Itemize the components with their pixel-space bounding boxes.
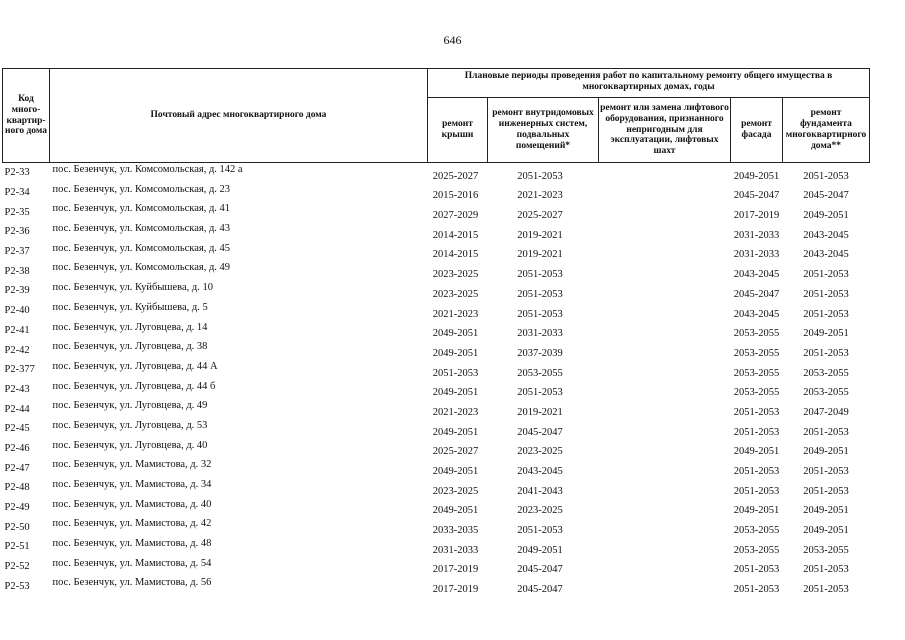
cell-roof: 2031-2033 xyxy=(432,544,479,556)
cell-roof: 2015-2016 xyxy=(432,190,479,202)
cell-foundation: 2051-2053 xyxy=(803,584,849,596)
cell-address: пос. Безенчук, ул. Мамистова, д. 42 xyxy=(52,518,212,530)
cell-engineering: 2045-2047 xyxy=(517,426,563,438)
cell-engineering: 2051-2053 xyxy=(517,308,563,320)
header-roof: ремонт крыши xyxy=(428,98,488,163)
table-row xyxy=(3,222,870,242)
header-foundation: ремонт фундамента многоквартирного дома** xyxy=(783,98,870,163)
cell-address: пос. Безенчук, ул. Луговцева, д. 44 А xyxy=(52,360,218,372)
table-row xyxy=(3,321,870,341)
cell-address: пос. Безенчук, ул. Комсомольская, д. 45 xyxy=(52,242,231,254)
cell-facade: 2031-2033 xyxy=(733,229,780,241)
cell-engineering: 2021-2023 xyxy=(517,190,563,202)
cell-code: Р2-34 xyxy=(4,187,30,199)
cell-address: пос. Безенчук, ул. Луговцева, д. 40 xyxy=(52,439,208,451)
cell-engineering: 2023-2025 xyxy=(517,505,563,517)
cell-address: пос. Безенчук, ул. Луговцева, д. 53 xyxy=(52,419,208,431)
cell-engineering: 2023-2025 xyxy=(517,446,563,458)
cell-roof: 2023-2025 xyxy=(432,485,479,497)
cell-foundation: 2051-2053 xyxy=(803,485,849,497)
cell-address: пос. Безенчук, ул. Мамистова, д. 34 xyxy=(52,479,212,490)
cell-code: Р2-33 xyxy=(3,163,50,183)
table-row xyxy=(3,360,870,380)
cell-lift xyxy=(599,537,731,557)
cell-roof: 2021-2023 xyxy=(432,406,479,418)
table-row xyxy=(3,340,870,360)
cell-engineering: 2025-2027 xyxy=(517,210,563,222)
table-row xyxy=(3,202,870,222)
cell-engineering: 2051-2053 xyxy=(517,387,563,399)
cell-facade: 2051-2053 xyxy=(733,564,780,576)
table-row xyxy=(3,478,870,498)
table-row xyxy=(3,576,870,596)
cell-roof: 2014-2015 xyxy=(432,249,479,261)
header-plan-group: Плановые периоды проведения работ по капитальному ремонту общего имущества в многоквартирных домах, годы xyxy=(428,69,870,98)
cell-facade: 2043-2045 xyxy=(733,308,780,320)
cell-engineering: 2041-2043 xyxy=(517,485,563,497)
cell-facade: 2049-2051 xyxy=(731,163,783,183)
cell-address: пос. Безенчук, ул. Луговцева, д. 44 б xyxy=(52,380,216,392)
cell-code: Р2-377 xyxy=(4,364,35,376)
cell-roof: 2027-2029 xyxy=(432,210,479,222)
cell-foundation: 2053-2055 xyxy=(803,544,849,556)
table-header xyxy=(3,69,870,163)
cell-code: Р2-47 xyxy=(4,462,30,474)
cell-facade: 2051-2053 xyxy=(733,426,780,438)
cell-facade: 2043-2045 xyxy=(733,269,780,281)
cell-engineering: 2019-2021 xyxy=(517,249,563,261)
page-number: 646 xyxy=(443,33,462,47)
cell-engineering: 2051-2053 xyxy=(488,163,599,183)
cell-roof: 2051-2053 xyxy=(432,367,479,379)
cell-facade: 2031-2033 xyxy=(733,249,780,261)
cell-code: Р2-37 xyxy=(4,246,30,258)
table-row xyxy=(3,183,870,203)
cell-code: Р2-51 xyxy=(4,541,30,553)
cell-address: пос. Безенчук, ул. Луговцева, д. 14 xyxy=(52,321,208,333)
cell-lift xyxy=(599,399,731,419)
cell-address: пос. Безенчук, ул. Куйбышева, д. 10 xyxy=(52,282,213,294)
cell-address: пос. Безенчук, ул. Комсомольская, д. 43 xyxy=(52,223,231,235)
cell-lift xyxy=(599,321,731,341)
cell-code: Р2-45 xyxy=(4,423,30,435)
cell-address: пос. Безенчук, ул. Мамистова, д. 32 xyxy=(52,459,212,471)
cell-lift xyxy=(599,439,731,459)
cell-lift xyxy=(599,281,731,301)
cell-engineering: 2019-2021 xyxy=(517,406,563,418)
cell-address: пос. Безенчук, ул. Мамистова, д. 54 xyxy=(52,557,212,569)
cell-roof: 2049-2051 xyxy=(432,328,479,340)
cell-roof: 2023-2025 xyxy=(432,288,479,300)
cell-foundation: 2049-2051 xyxy=(803,505,849,517)
table-row xyxy=(3,439,870,459)
cell-facade: 2045-2047 xyxy=(733,288,780,300)
cell-code: Р2-49 xyxy=(4,502,30,514)
table-row xyxy=(3,517,870,537)
table-body xyxy=(3,163,870,597)
table-row xyxy=(3,301,870,321)
cell-lift xyxy=(599,301,731,321)
cell-code: Р2-40 xyxy=(4,305,30,317)
cell-foundation: 2053-2055 xyxy=(803,367,849,379)
cell-lift xyxy=(599,380,731,400)
cell-foundation: 2047-2049 xyxy=(803,406,849,418)
table-row xyxy=(3,537,870,557)
cell-foundation: 2045-2047 xyxy=(803,190,849,202)
cell-code: Р2-38 xyxy=(4,265,30,277)
cell-code: Р2-43 xyxy=(4,383,30,395)
cell-address: пос. Безенчук, ул. Комсомольская, д. 23 xyxy=(52,183,231,195)
cell-foundation: 2051-2053 xyxy=(803,269,849,281)
header-engineering: ремонт внутридомовых инженерных систем, подвальных помещений* xyxy=(488,98,599,163)
cell-lift xyxy=(599,360,731,380)
cell-roof: 2023-2025 xyxy=(432,269,479,281)
cell-foundation: 2051-2053 xyxy=(803,564,849,576)
cell-code: Р2-35 xyxy=(4,206,30,218)
cell-lift xyxy=(599,419,731,439)
cell-roof: 2049-2051 xyxy=(432,387,479,399)
cell-code: Р2-39 xyxy=(4,285,30,297)
cell-address: пос. Безенчук, ул. Комсомольская, д. 41 xyxy=(52,203,231,215)
cell-roof: 2049-2051 xyxy=(432,426,479,438)
header-lift: ремонт или замена лифтового оборудования, признанного непригодным для эксплуатации, лифтовых шахт xyxy=(599,98,731,163)
cell-code: Р2-36 xyxy=(4,226,30,238)
cell-lift xyxy=(599,242,731,262)
cell-roof: 2017-2019 xyxy=(432,584,479,596)
cell-address: пос. Безенчук, ул. Луговцева, д. 38 xyxy=(52,341,208,353)
cell-engineering: 2031-2033 xyxy=(517,328,563,340)
cell-address: пос. Безенчук, ул. Комсомольская, д. 142 а xyxy=(50,163,428,183)
cell-roof: 2049-2051 xyxy=(432,466,479,477)
cell-foundation: 2049-2051 xyxy=(803,328,849,340)
cell-engineering: 2045-2047 xyxy=(517,584,563,596)
cell-roof: 2049-2051 xyxy=(432,505,479,517)
cell-roof: 2033-2035 xyxy=(432,525,479,537)
cell-code: Р2-44 xyxy=(4,403,30,415)
cell-address: пос. Безенчук, ул. Луговцева, д. 49 xyxy=(52,400,208,412)
cell-foundation: 2051-2053 xyxy=(783,163,870,183)
cell-lift xyxy=(599,261,731,281)
cell-facade: 2053-2055 xyxy=(733,367,780,379)
cell-engineering: 2053-2055 xyxy=(517,367,563,379)
header-address: Почтовый адрес многоквартирного дома xyxy=(50,69,428,163)
table-row xyxy=(3,261,870,281)
cell-code: Р2-53 xyxy=(4,580,30,592)
cell-address: пос. Безенчук, ул. Мамистова, д. 48 xyxy=(52,538,212,550)
cell-engineering: 2051-2053 xyxy=(517,288,563,300)
cell-lift xyxy=(599,498,731,518)
cell-facade: 2051-2053 xyxy=(733,485,780,497)
cell-address: пос. Безенчук, ул. Куйбышева, д. 5 xyxy=(52,301,208,313)
cell-engineering: 2045-2047 xyxy=(517,564,563,576)
cell-code: Р2-41 xyxy=(4,324,30,336)
cell-address: пос. Безенчук, ул. Комсомольская, д. 49 xyxy=(52,262,231,274)
cell-code: Р2-48 xyxy=(4,482,30,494)
cell-foundation: 2051-2053 xyxy=(803,308,849,320)
cell-code: Р2-42 xyxy=(4,344,30,356)
cell-code: Р2-52 xyxy=(4,561,30,573)
table-row xyxy=(3,419,870,439)
cell-roof: 2021-2023 xyxy=(432,308,479,320)
cell-lift xyxy=(599,163,731,183)
cell-facade: 2051-2053 xyxy=(733,406,780,418)
cell-facade: 2049-2051 xyxy=(733,446,780,458)
cell-roof: 2049-2051 xyxy=(432,347,479,359)
cell-foundation: 2043-2045 xyxy=(803,249,849,261)
cell-facade: 2053-2055 xyxy=(733,387,780,399)
cell-code: Р2-50 xyxy=(4,521,30,533)
cell-foundation: 2049-2051 xyxy=(803,210,849,222)
cell-facade: 2051-2053 xyxy=(733,466,780,477)
cell-roof: 2025-2027 xyxy=(432,446,479,458)
table-row xyxy=(3,242,870,262)
cell-lift xyxy=(599,576,731,596)
cell-foundation: 2049-2051 xyxy=(803,446,849,458)
cell-facade: 2053-2055 xyxy=(733,347,780,359)
table-row xyxy=(3,557,870,577)
cell-foundation: 2051-2053 xyxy=(803,426,849,438)
cell-roof: 2014-2015 xyxy=(432,229,479,241)
cell-address: пос. Безенчук, ул. Мамистова, д. 40 xyxy=(52,498,212,510)
cell-lift xyxy=(599,222,731,242)
cell-foundation: 2051-2053 xyxy=(803,466,849,477)
cell-engineering: 2049-2051 xyxy=(517,544,563,556)
table-row xyxy=(3,380,870,400)
cell-lift xyxy=(599,183,731,203)
cell-foundation: 2043-2045 xyxy=(803,229,849,241)
cell-facade: 2049-2051 xyxy=(733,505,780,517)
cell-code: Р2-46 xyxy=(4,442,30,454)
cell-engineering: 2019-2021 xyxy=(517,229,563,241)
header-code: Код много-квартир-ного дома xyxy=(3,69,50,163)
table-row xyxy=(3,458,870,478)
cell-foundation: 2051-2053 xyxy=(803,288,849,300)
cell-facade: 2053-2055 xyxy=(733,544,780,556)
cell-engineering: 2051-2053 xyxy=(517,525,563,537)
cell-facade: 2017-2019 xyxy=(733,210,780,222)
cell-engineering: 2043-2045 xyxy=(517,466,563,477)
table-row xyxy=(3,498,870,518)
cell-address: пос. Безенчук, ул. Мамистова, д. 56 xyxy=(52,577,212,589)
cell-lift xyxy=(599,517,731,537)
cell-lift xyxy=(599,340,731,360)
cell-lift xyxy=(599,458,731,478)
capital-repair-table xyxy=(2,68,870,596)
cell-engineering: 2051-2053 xyxy=(517,269,563,281)
cell-foundation: 2049-2051 xyxy=(803,525,849,537)
cell-engineering: 2037-2039 xyxy=(517,347,563,359)
cell-lift xyxy=(599,557,731,577)
cell-roof: 2017-2019 xyxy=(432,564,479,576)
cell-facade: 2051-2053 xyxy=(733,584,780,596)
cell-foundation: 2051-2053 xyxy=(803,347,849,359)
cell-facade: 2045-2047 xyxy=(733,190,780,202)
table-row xyxy=(3,399,870,419)
cell-lift xyxy=(599,202,731,222)
header-facade: ремонт фасада xyxy=(731,98,783,163)
cell-facade: 2053-2055 xyxy=(733,525,780,537)
cell-facade: 2053-2055 xyxy=(733,328,780,340)
cell-foundation: 2053-2055 xyxy=(803,387,849,399)
table-row xyxy=(3,281,870,301)
cell-roof: 2025-2027 xyxy=(428,163,488,183)
table-row xyxy=(3,163,870,183)
cell-lift xyxy=(599,478,731,498)
